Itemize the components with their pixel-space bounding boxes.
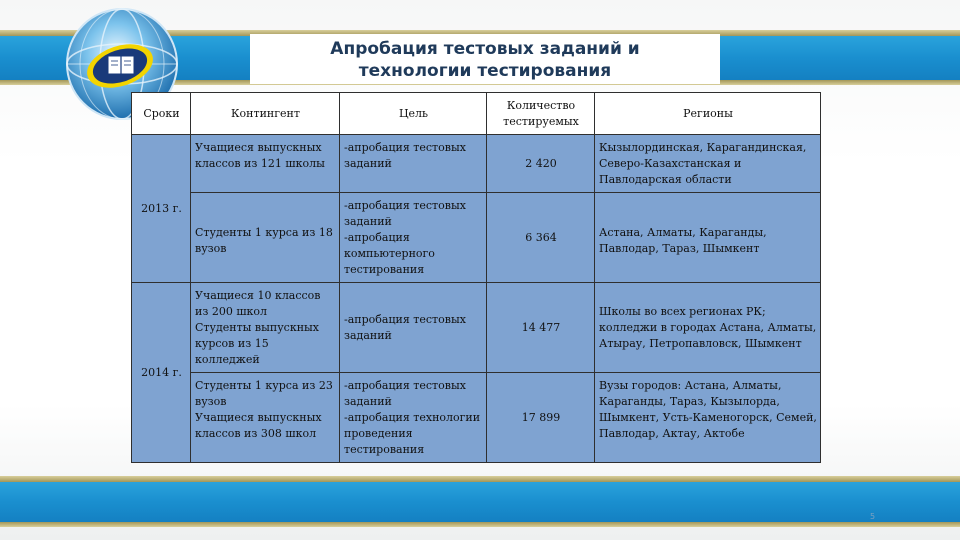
header-count: Количество тестируемых [487, 93, 595, 135]
goal-cell: -апробация тестовых заданий [340, 283, 487, 373]
page-number: 5 [870, 512, 876, 521]
header-goal: Цель [340, 93, 487, 135]
regions-cell: Астана, Алматы, Караганды, Павлодар, Тараз, Шымкент [595, 193, 821, 283]
contingent-cell: Учащиеся 10 классов из 200 школ Студенты выпускных курсов из 15 колледжей [191, 283, 340, 373]
goal-cell: -апробация тестовых заданий -апробация компьютерного тестирования [340, 193, 487, 283]
count-cell: 17 899 [487, 373, 595, 463]
table-row [132, 193, 821, 283]
contingent-cell: Учащиеся выпускных классов из 121 школы [191, 135, 340, 193]
header-contingent: Контингент [191, 93, 340, 135]
contingent-cell: Студенты 1 курса из 18 вузов [191, 193, 340, 283]
regions-cell: Вузы городов: Астана, Алматы, Караганды, Тараз, Кызылорда, Шымкент, Усть-Каменогорск, Семей, Павлодар, Актау, Актобе [595, 373, 821, 463]
header-period: Сроки [132, 93, 191, 135]
period-cell: 2014 г. [132, 283, 191, 463]
header-regions: Регионы [595, 93, 821, 135]
table-row [132, 283, 821, 373]
table-row [132, 373, 821, 463]
goal-cell: -апробация тестовых заданий -апробация технологии проведения тестирования [340, 373, 487, 463]
bottom-blue-band [0, 482, 960, 522]
slide-title [250, 38, 720, 82]
testing-table [131, 92, 821, 463]
count-cell: 2 420 [487, 135, 595, 193]
slide-title-text: Апробация тестовых заданий и технологии тестирования [330, 39, 640, 81]
table-row [132, 135, 821, 193]
bottom-gold-stripe-lower [0, 522, 960, 527]
table-header-row [132, 93, 821, 135]
regions-cell: Школы во всех регионах РК; колледжи в городах Астана, Алматы, Атырау, Петропавловск, Шымкент [595, 283, 821, 373]
goal-cell: -апробация тестовых заданий [340, 135, 487, 193]
regions-cell: Кызылординская, Карагандинская, Северо-Казахстанская и Павлодарская области [595, 135, 821, 193]
period-cell: 2013 г. [132, 135, 191, 283]
count-cell: 6 364 [487, 193, 595, 283]
count-cell: 14 477 [487, 283, 595, 373]
contingent-cell: Студенты 1 курса из 23 вузов Учащиеся выпускных классов из 308 школ [191, 373, 340, 463]
